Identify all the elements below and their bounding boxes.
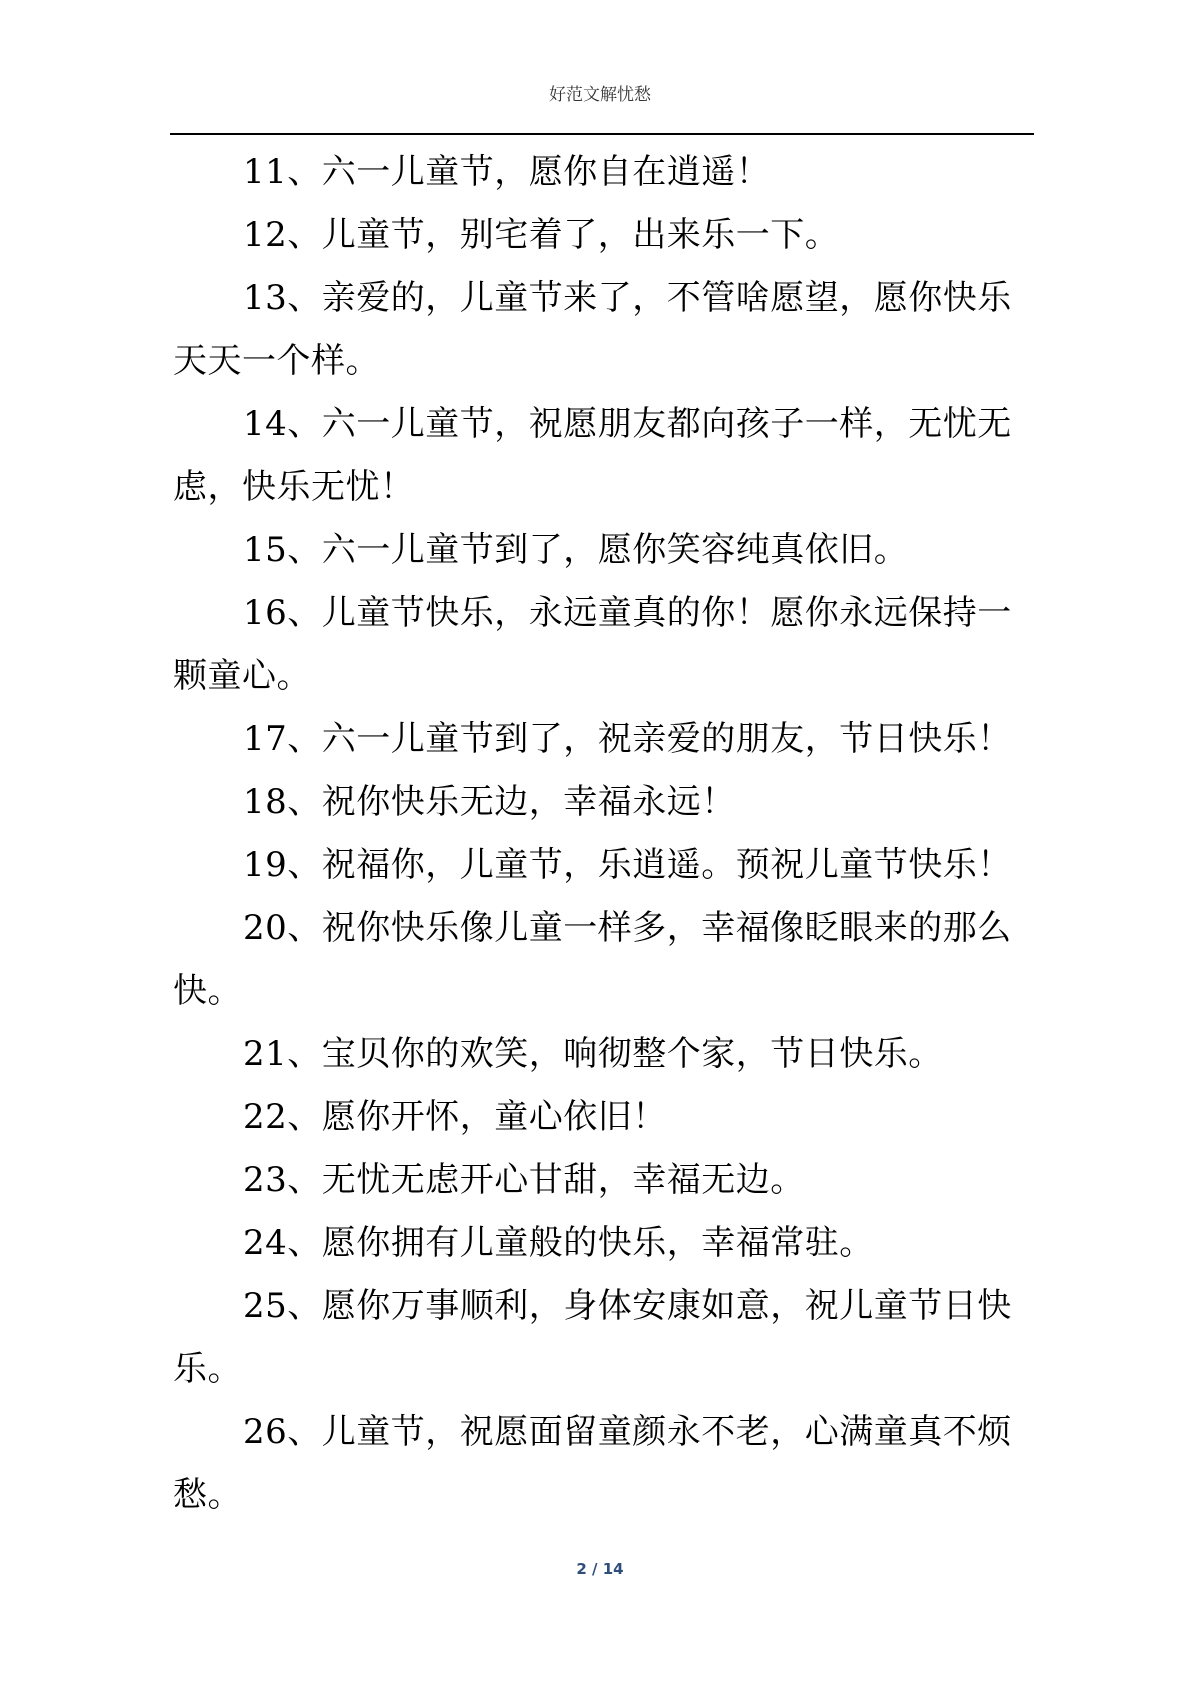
page-number: 2 / 14 [576, 1560, 624, 1578]
paragraph-line: 25、愿你万事顺利，身体安康如意，祝儿童节日快 [243, 1286, 1012, 1326]
paragraph [173, 582, 1036, 708]
paragraph-line: 愁。 [173, 1475, 242, 1515]
paragraph [173, 141, 1036, 204]
paragraph-line: 虑，快乐无忧！ [173, 467, 415, 507]
paragraph [173, 267, 1036, 393]
paragraph-line: 颗童心。 [173, 656, 311, 696]
paragraph-line: 21、宝贝你的欢笑，响彻整个家，节日快乐。 [243, 1034, 943, 1074]
paragraph-line: 15、六一儿童节到了，愿你笑容纯真依旧。 [243, 530, 909, 570]
paragraph [173, 708, 1036, 771]
paragraph-line: 22、愿你开怀，童心依旧！ [243, 1097, 667, 1137]
paragraph-line: 19、祝福你，儿童节，乐逍遥。预祝儿童节快乐！ [243, 845, 1012, 885]
paragraph-line: 16、儿童节快乐，永远童真的你！愿你永远保持一 [243, 593, 1012, 633]
header-divider [170, 133, 1034, 135]
paragraph-line: 11、六一儿童节，愿你自在逍遥！ [243, 152, 771, 192]
paragraph-line: 14、六一儿童节，祝愿朋友都向孩子一样，无忧无 [243, 404, 1012, 444]
paragraph-line: 18、祝你快乐无边，幸福永远！ [243, 782, 736, 822]
page-header: 好范文解忧愁 [549, 85, 651, 105]
paragraph [173, 204, 1036, 267]
paragraph [173, 897, 1036, 1023]
paragraph-line: 20、祝你快乐像儿童一样多，幸福像眨眼来的那么 [243, 908, 1012, 948]
document-body [173, 141, 1036, 1527]
paragraph [173, 771, 1036, 834]
paragraph-line: 24、愿你拥有儿童般的快乐，幸福常驻。 [243, 1223, 874, 1263]
paragraph [173, 1212, 1036, 1275]
paragraph [173, 393, 1036, 519]
paragraph-line: 乐。 [173, 1349, 242, 1389]
paragraph [173, 1275, 1036, 1401]
paragraph-line: 23、无忧无虑开心甘甜，幸福无边。 [243, 1160, 805, 1200]
paragraph-line: 快。 [173, 971, 242, 1011]
paragraph-line: 26、儿童节，祝愿面留童颜永不老，心满童真不烦 [243, 1412, 1012, 1452]
paragraph [173, 1401, 1036, 1527]
paragraph-line: 12、儿童节，别宅着了，出来乐一下。 [243, 215, 840, 255]
paragraph-line: 17、六一儿童节到了，祝亲爱的朋友，节日快乐！ [243, 719, 1012, 759]
paragraph [173, 1023, 1036, 1086]
paragraph [173, 834, 1036, 897]
paragraph-line: 天天一个样。 [173, 341, 380, 381]
paragraph [173, 1086, 1036, 1149]
paragraph [173, 1149, 1036, 1212]
paragraph [173, 519, 1036, 582]
paragraph-line: 13、亲爱的，儿童节来了，不管啥愿望，愿你快乐 [243, 278, 1012, 318]
